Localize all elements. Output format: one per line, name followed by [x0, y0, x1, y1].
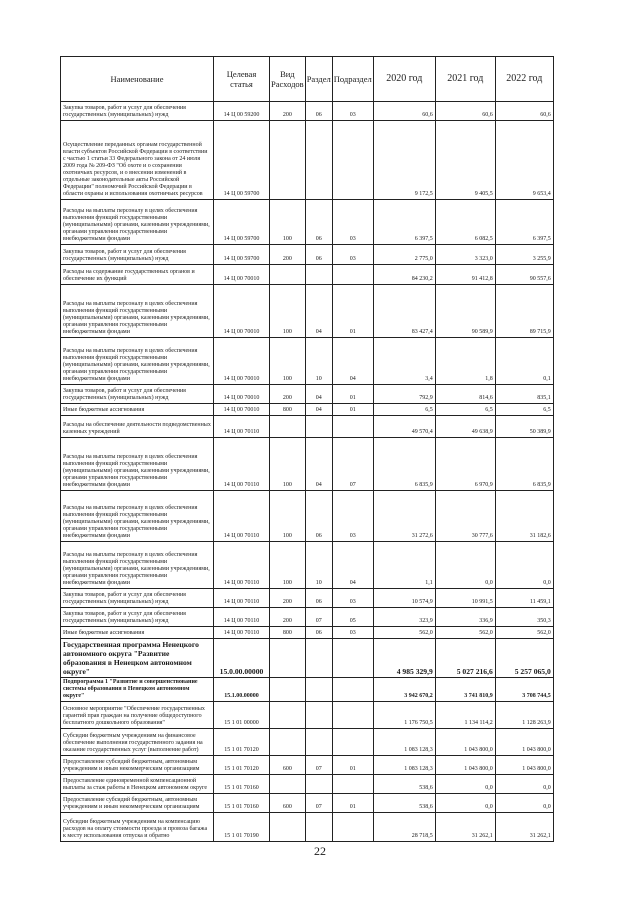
cell-subsection: 03	[332, 627, 373, 639]
cell-name: Расходы на выплаты персоналу в целях обеспечения выполнения функций государственными (муниципальными) органами, казенными учреждениями, органами управления государственными внебюджетными фондами	[61, 438, 214, 491]
header-2022: 2022 год	[495, 57, 553, 102]
cell-expense: 200	[270, 385, 306, 404]
cell-2022: 5 257 065,0	[495, 639, 553, 678]
cell-target: 14 Ц 00 59700	[214, 245, 270, 265]
cell-section: 04	[305, 404, 332, 416]
table-row	[61, 589, 554, 608]
cell-target: 14 Ц 00 70010	[214, 385, 270, 404]
cell-2021: 3 323,0	[435, 245, 495, 265]
cell-target: 14 Ц 00 70110	[214, 589, 270, 608]
cell-2020: 49 570,4	[373, 416, 435, 438]
cell-2021: 0,0	[435, 794, 495, 813]
cell-section: 06	[305, 491, 332, 542]
table-row	[61, 756, 554, 775]
cell-2022: 1 128 263,9	[495, 702, 553, 729]
cell-2021: 0,0	[435, 775, 495, 794]
cell-expense: 200	[270, 245, 306, 265]
cell-2021: 1,8	[435, 338, 495, 385]
cell-2021: 31 262,1	[435, 813, 495, 842]
cell-name: Закупка товаров, работ и услуг для обеспечения государственных (муниципальных) нужд	[61, 245, 214, 265]
cell-2020: 562,0	[373, 627, 435, 639]
cell-name: Иные бюджетные ассигнования	[61, 627, 214, 639]
cell-2022: 0,0	[495, 794, 553, 813]
table-row	[61, 813, 554, 842]
cell-section	[305, 813, 332, 842]
table-body	[61, 102, 554, 842]
cell-2020: 84 230,2	[373, 265, 435, 285]
cell-section: 06	[305, 245, 332, 265]
cell-expense: 600	[270, 756, 306, 775]
cell-subsection: 07	[332, 438, 373, 491]
header-expense: Вид Расходов	[270, 57, 306, 102]
page-number: 22	[314, 844, 326, 858]
cell-target: 14 Ц 00 70110	[214, 542, 270, 589]
cell-subsection: 03	[332, 200, 373, 245]
cell-expense: 600	[270, 794, 306, 813]
cell-2021: 6 082,5	[435, 200, 495, 245]
cell-expense	[270, 729, 306, 756]
cell-section: 07	[305, 794, 332, 813]
cell-section: 06	[305, 102, 332, 121]
cell-name: Осуществление переданных органам государственной власти субъектов Российской Федерации в соответствии с частью 1 статьи 33 Федерального закона от 24 июля 2009 года № 209-ФЗ "Об охоте и о сохранении охотничьих ресурсов, и о внесении изменений в отдельные законодательные акты Российской Федерации" полномочий Российской Федерации в области охраны и использования охотничьих ресурсов	[61, 121, 214, 200]
cell-2020: 1 083 128,3	[373, 756, 435, 775]
cell-2021: 562,0	[435, 627, 495, 639]
header-2020: 2020 год	[373, 57, 435, 102]
table-row	[61, 639, 554, 678]
cell-subsection	[332, 678, 373, 702]
cell-name: Расходы на выплаты персоналу в целях обеспечения выполнения функций государственными (муниципальными) органами, казенными учреждениями, органами управления государственными внебюджетными фондами	[61, 338, 214, 385]
cell-target: 14 Ц 00 70010	[214, 404, 270, 416]
cell-subsection	[332, 813, 373, 842]
cell-name: Закупка товаров, работ и услуг для обеспечения государственных (муниципальных) нужд	[61, 385, 214, 404]
table-row	[61, 438, 554, 491]
cell-subsection: 01	[332, 794, 373, 813]
cell-2022: 31 262,1	[495, 813, 553, 842]
cell-2022: 0,0	[495, 542, 553, 589]
cell-2021: 30 777,6	[435, 491, 495, 542]
cell-name: Предоставление единовременной компенсационной выплаты за стаж работы в Ненецком автономном округе	[61, 775, 214, 794]
cell-2020: 3 942 670,2	[373, 678, 435, 702]
cell-expense: 100	[270, 338, 306, 385]
cell-target: 14 Ц 00 70110	[214, 627, 270, 639]
cell-2021: 6,5	[435, 404, 495, 416]
cell-name: Субсидии бюджетным учреждениям на компенсацию расходов на оплату стоимости проезда и провоза багажа к месту использования отпуска и обратно	[61, 813, 214, 842]
cell-name: Закупка товаров, работ и услуг для обеспечения государственных (муниципальных) нужд	[61, 102, 214, 121]
table-row	[61, 200, 554, 245]
cell-expense: 800	[270, 404, 306, 416]
cell-subsection: 01	[332, 404, 373, 416]
cell-section	[305, 416, 332, 438]
cell-subsection	[332, 775, 373, 794]
header-target: Целевая статья	[214, 57, 270, 102]
table-row	[61, 608, 554, 627]
cell-2022: 835,1	[495, 385, 553, 404]
cell-2020: 28 718,5	[373, 813, 435, 842]
cell-subsection	[332, 265, 373, 285]
cell-name: Предоставление субсидий бюджетным, автономным учреждениям и иным некоммерческим организациям	[61, 794, 214, 813]
cell-name: Расходы на выплаты персоналу в целях обеспечения выполнения функций государственными (муниципальными) органами, казенными учреждениями, органами управления государственными внебюджетными фондами	[61, 200, 214, 245]
cell-2022: 562,0	[495, 627, 553, 639]
cell-section	[305, 265, 332, 285]
table-row	[61, 678, 554, 702]
cell-target: 15.0.00.00000	[214, 639, 270, 678]
cell-2020: 9 172,5	[373, 121, 435, 200]
cell-subsection: 03	[332, 245, 373, 265]
cell-2021: 49 638,9	[435, 416, 495, 438]
cell-2021: 9 405,5	[435, 121, 495, 200]
cell-2020: 6 397,5	[373, 200, 435, 245]
cell-target: 15 1 01 70190	[214, 813, 270, 842]
cell-name: Иные бюджетные ассигнования	[61, 404, 214, 416]
table-row	[61, 775, 554, 794]
cell-2021: 1 134 114,2	[435, 702, 495, 729]
cell-2022: 350,3	[495, 608, 553, 627]
cell-target: 15 1 01 70120	[214, 756, 270, 775]
table-row	[61, 627, 554, 639]
cell-section: 06	[305, 589, 332, 608]
cell-section: 04	[305, 438, 332, 491]
cell-section: 04	[305, 285, 332, 338]
cell-2021: 10 991,5	[435, 589, 495, 608]
cell-section	[305, 639, 332, 678]
table-row	[61, 794, 554, 813]
cell-2021: 90 589,9	[435, 285, 495, 338]
cell-expense	[270, 639, 306, 678]
cell-target: 15 1 01 70120	[214, 729, 270, 756]
budget-table	[60, 56, 554, 842]
cell-2022: 6 397,5	[495, 200, 553, 245]
cell-2021: 60,6	[435, 102, 495, 121]
table-row	[61, 416, 554, 438]
cell-expense: 100	[270, 542, 306, 589]
cell-name: Подпрограмма 1 "Развитие и совершенствование системы образования в Ненецком автономном округе"	[61, 678, 214, 702]
cell-2020: 1 176 750,5	[373, 702, 435, 729]
cell-2021: 1 043 800,0	[435, 729, 495, 756]
cell-2022: 0,0	[495, 775, 553, 794]
cell-2020: 538,6	[373, 775, 435, 794]
cell-expense	[270, 416, 306, 438]
cell-section	[305, 729, 332, 756]
cell-name: Расходы на содержание государственных органов и обеспечение их функций	[61, 265, 214, 285]
cell-name: Расходы на обеспечение деятельности подведомственных казенных учреждений	[61, 416, 214, 438]
table-row	[61, 121, 554, 200]
table-row	[61, 542, 554, 589]
cell-2021: 0,0	[435, 542, 495, 589]
cell-target: 14 Ц 00 70010	[214, 265, 270, 285]
cell-2022: 50 389,9	[495, 416, 553, 438]
cell-expense	[270, 265, 306, 285]
cell-2022: 9 653,4	[495, 121, 553, 200]
cell-subsection	[332, 121, 373, 200]
header-2021: 2021 год	[435, 57, 495, 102]
cell-name: Предоставление субсидий бюджетным, автономным учреждениям и иным некоммерческим организациям	[61, 756, 214, 775]
cell-2020: 83 427,4	[373, 285, 435, 338]
cell-2020: 792,9	[373, 385, 435, 404]
cell-expense	[270, 678, 306, 702]
table-row	[61, 338, 554, 385]
table-row	[61, 385, 554, 404]
cell-target: 14 Ц 00 70010	[214, 285, 270, 338]
header-section: Раздел	[305, 57, 332, 102]
cell-expense: 100	[270, 285, 306, 338]
header-name: Наименование	[61, 57, 214, 102]
table-row	[61, 265, 554, 285]
cell-expense: 200	[270, 102, 306, 121]
table-row	[61, 245, 554, 265]
cell-expense: 100	[270, 438, 306, 491]
cell-expense: 100	[270, 200, 306, 245]
cell-name: Закупка товаров, работ и услуг для обеспечения государственных (муниципальных) нужд	[61, 589, 214, 608]
cell-subsection: 04	[332, 338, 373, 385]
cell-2022: 6 835,9	[495, 438, 553, 491]
cell-2020: 1,1	[373, 542, 435, 589]
cell-subsection: 05	[332, 608, 373, 627]
cell-target: 15 1 01 00000	[214, 702, 270, 729]
cell-subsection: 03	[332, 102, 373, 121]
cell-expense: 200	[270, 608, 306, 627]
cell-2022: 0,1	[495, 338, 553, 385]
cell-2020: 3,4	[373, 338, 435, 385]
cell-target: 14 Ц 00 59700	[214, 200, 270, 245]
cell-2020: 2 775,0	[373, 245, 435, 265]
cell-section	[305, 121, 332, 200]
cell-name: Субсидии бюджетным учреждениям на финансовое обеспечение выполнения государственного задания на оказание государственных услуг (выполнение работ)	[61, 729, 214, 756]
cell-2020: 6,5	[373, 404, 435, 416]
cell-subsection: 01	[332, 385, 373, 404]
cell-name: Основное мероприятие "Обеспечение государственных гарантий прав граждан на получение общедоступного бесплатного дошкольного образования"	[61, 702, 214, 729]
cell-2020: 538,6	[373, 794, 435, 813]
cell-expense	[270, 121, 306, 200]
cell-2022: 90 557,6	[495, 265, 553, 285]
table-row	[61, 285, 554, 338]
cell-subsection: 01	[332, 756, 373, 775]
cell-section	[305, 702, 332, 729]
cell-target: 14 Ц 00 70110	[214, 608, 270, 627]
table-header-row	[61, 57, 554, 102]
cell-2022: 89 715,9	[495, 285, 553, 338]
cell-target: 14 Ц 00 70110	[214, 416, 270, 438]
cell-2020: 6 835,9	[373, 438, 435, 491]
cell-2020: 60,6	[373, 102, 435, 121]
cell-2021: 5 027 216,6	[435, 639, 495, 678]
header-subsection: Подраздел	[332, 57, 373, 102]
cell-target: 15 1 01 70160	[214, 794, 270, 813]
cell-2020: 31 272,6	[373, 491, 435, 542]
cell-subsection	[332, 416, 373, 438]
cell-name: Государственная программа Ненецкого автономного округа "Развитие образования в Ненецком автономном округе"	[61, 639, 214, 678]
cell-name: Расходы на выплаты персоналу в целях обеспечения выполнения функций государственными (муниципальными) органами, казенными учреждениями, органами управления государственными внебюджетными фондами	[61, 491, 214, 542]
cell-target: 15.1.00.00000	[214, 678, 270, 702]
cell-target: 14 Ц 00 59200	[214, 102, 270, 121]
table-row	[61, 702, 554, 729]
cell-section	[305, 775, 332, 794]
cell-target: 14 Ц 00 59700	[214, 121, 270, 200]
cell-subsection	[332, 639, 373, 678]
cell-2022: 1 043 800,0	[495, 729, 553, 756]
cell-section: 07	[305, 756, 332, 775]
table-row	[61, 491, 554, 542]
cell-section: 10	[305, 338, 332, 385]
cell-2022: 31 182,6	[495, 491, 553, 542]
cell-2020: 323,9	[373, 608, 435, 627]
cell-name: Расходы на выплаты персоналу в целях обеспечения выполнения функций государственными (муниципальными) органами, казенными учреждениями, органами управления государственными внебюджетными фондами	[61, 542, 214, 589]
cell-2021: 91 412,8	[435, 265, 495, 285]
cell-2022: 11 459,1	[495, 589, 553, 608]
table-row	[61, 729, 554, 756]
cell-expense	[270, 702, 306, 729]
cell-expense	[270, 775, 306, 794]
cell-2020: 1 083 128,3	[373, 729, 435, 756]
cell-2021: 3 741 810,9	[435, 678, 495, 702]
cell-subsection	[332, 729, 373, 756]
cell-section: 07	[305, 608, 332, 627]
cell-2021: 1 043 800,0	[435, 756, 495, 775]
cell-2021: 336,9	[435, 608, 495, 627]
cell-subsection: 03	[332, 589, 373, 608]
cell-target: 14 Ц 00 70110	[214, 491, 270, 542]
cell-2022: 60,6	[495, 102, 553, 121]
cell-2021: 6 970,9	[435, 438, 495, 491]
cell-expense: 200	[270, 589, 306, 608]
cell-2022: 6,5	[495, 404, 553, 416]
cell-expense: 800	[270, 627, 306, 639]
cell-target: 14 Ц 00 70110	[214, 438, 270, 491]
cell-2022: 3 255,9	[495, 245, 553, 265]
cell-section: 10	[305, 542, 332, 589]
cell-subsection: 01	[332, 285, 373, 338]
cell-target: 15 1 01 70160	[214, 775, 270, 794]
cell-expense: 100	[270, 491, 306, 542]
cell-name: Закупка товаров, работ и услуг для обеспечения государственных (муниципальных) нужд	[61, 608, 214, 627]
cell-section: 06	[305, 200, 332, 245]
cell-2020: 4 985 329,9	[373, 639, 435, 678]
cell-target: 14 Ц 00 70010	[214, 338, 270, 385]
cell-2022: 1 043 800,0	[495, 756, 553, 775]
cell-2021: 814,6	[435, 385, 495, 404]
cell-subsection: 04	[332, 542, 373, 589]
cell-section: 06	[305, 627, 332, 639]
table-row	[61, 404, 554, 416]
cell-2022: 3 708 744,5	[495, 678, 553, 702]
cell-section: 04	[305, 385, 332, 404]
cell-subsection: 03	[332, 491, 373, 542]
cell-expense	[270, 813, 306, 842]
cell-section	[305, 678, 332, 702]
table-row	[61, 102, 554, 121]
cell-name: Расходы на выплаты персоналу в целях обеспечения выполнения функций государственными (муниципальными) органами, казенными учреждениями, органами управления государственными внебюджетными фондами	[61, 285, 214, 338]
cell-subsection	[332, 702, 373, 729]
cell-2020: 10 574,9	[373, 589, 435, 608]
